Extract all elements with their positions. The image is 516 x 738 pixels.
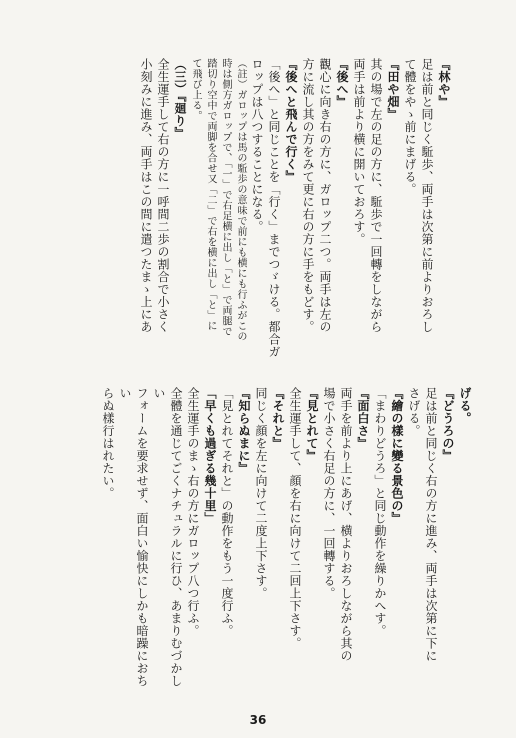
section-heading: 『面白さ』 — [356, 387, 370, 450]
section-heading: げる。 — [458, 387, 472, 425]
section-heading: 「早くも過ぎる幾十里」 — [203, 387, 217, 525]
text-line: ロップは八つすることになる。 — [250, 58, 264, 233]
text-line: 其の場で左の足の方に、駈歩で一回轉をしながら — [369, 58, 383, 333]
text-line: さげる。 — [407, 387, 421, 437]
text-line: 「見とれてそれと」の動作をもう一度行ふ。 — [220, 387, 234, 637]
text-line: 同じく顔を左に向けて二度上下さす。 — [254, 387, 268, 600]
text-line: 両手を前より上にあげ、横よりおろしながら其の — [339, 387, 353, 662]
text-line: 「後へ」と同じことを「行く」までつゞける。都合ガ — [267, 58, 281, 358]
section-heading: 『見とれて』 — [305, 387, 319, 462]
top-text-block — [78, 58, 452, 370]
section-heading: 『それと』 — [271, 387, 285, 450]
note-line: て飛び上る。 — [190, 58, 201, 121]
section-heading: 『どうろの』 — [441, 387, 455, 462]
text-line: 方に流し其の方をみて更に右の方に手をもどす。 — [301, 58, 315, 333]
text-line: 小刻みに進み、両手はこの間に遣つたまゝ上にあ — [139, 58, 153, 333]
section-heading: 『林や』 — [437, 58, 451, 108]
text-line: 場で小さく右足の方に、一回轉する。 — [322, 387, 336, 600]
section-heading: （三）『廻り』 — [173, 58, 187, 140]
text-line: 全生運手して、顔を右に向けて二回上下さす。 — [288, 387, 302, 650]
section-heading: 『繪の樣に變る景色の』 — [390, 387, 404, 525]
text-line: 両手は前より横に開いておろす。 — [352, 58, 366, 246]
section-heading: 『後へ』 — [335, 58, 349, 108]
text-line: 全生運手して右の方に一呼間二歩の割合で小さく — [156, 58, 170, 333]
section-heading: 『田や畑』 — [386, 58, 400, 121]
section-heading: 『後へと飛んで行く』 — [284, 58, 298, 183]
note-line: （註）ガロップは馬の駈歩の意味で前にも横にも行ふがこの — [235, 58, 246, 342]
text-line: フォームを要求せず、面白い愉快にしかも暗躁におちい — [118, 387, 149, 687]
section-heading: 『知らぬまに』 — [237, 387, 251, 475]
page-number: 36 — [249, 713, 267, 727]
text-line: 觀心に向き右の方に、ガロップ二つ。両手は左の — [318, 58, 332, 333]
text-line: らぬ樣行はれたい。 — [101, 387, 115, 500]
bottom-text-block — [63, 387, 473, 692]
text-line: 全體を通じてごくナチュラルに行ひ、あまりむづかしい — [152, 387, 183, 687]
text-line: 足は前と同じく駈歩、両手は次第に前よりおろし — [420, 58, 434, 333]
text-line: 足は前と同じく右の方に進み、両手は次第に下に — [424, 387, 438, 662]
text-line: 「まわりどうろ」と同じ動作を繰りかへす。 — [373, 387, 387, 637]
note-line: 踏切り空中で両脚を合せ又「二」で右を横に出し「と」に — [205, 58, 216, 331]
text-line: て體をやゝ前にまげる。 — [403, 58, 417, 196]
note-line: 時は側方ガロップで、「一」で右足横に出し「と」で両腿で — [220, 58, 231, 337]
text-line: 全生運手のまゝ右の方にガロップ八つ行ふ。 — [186, 387, 200, 637]
